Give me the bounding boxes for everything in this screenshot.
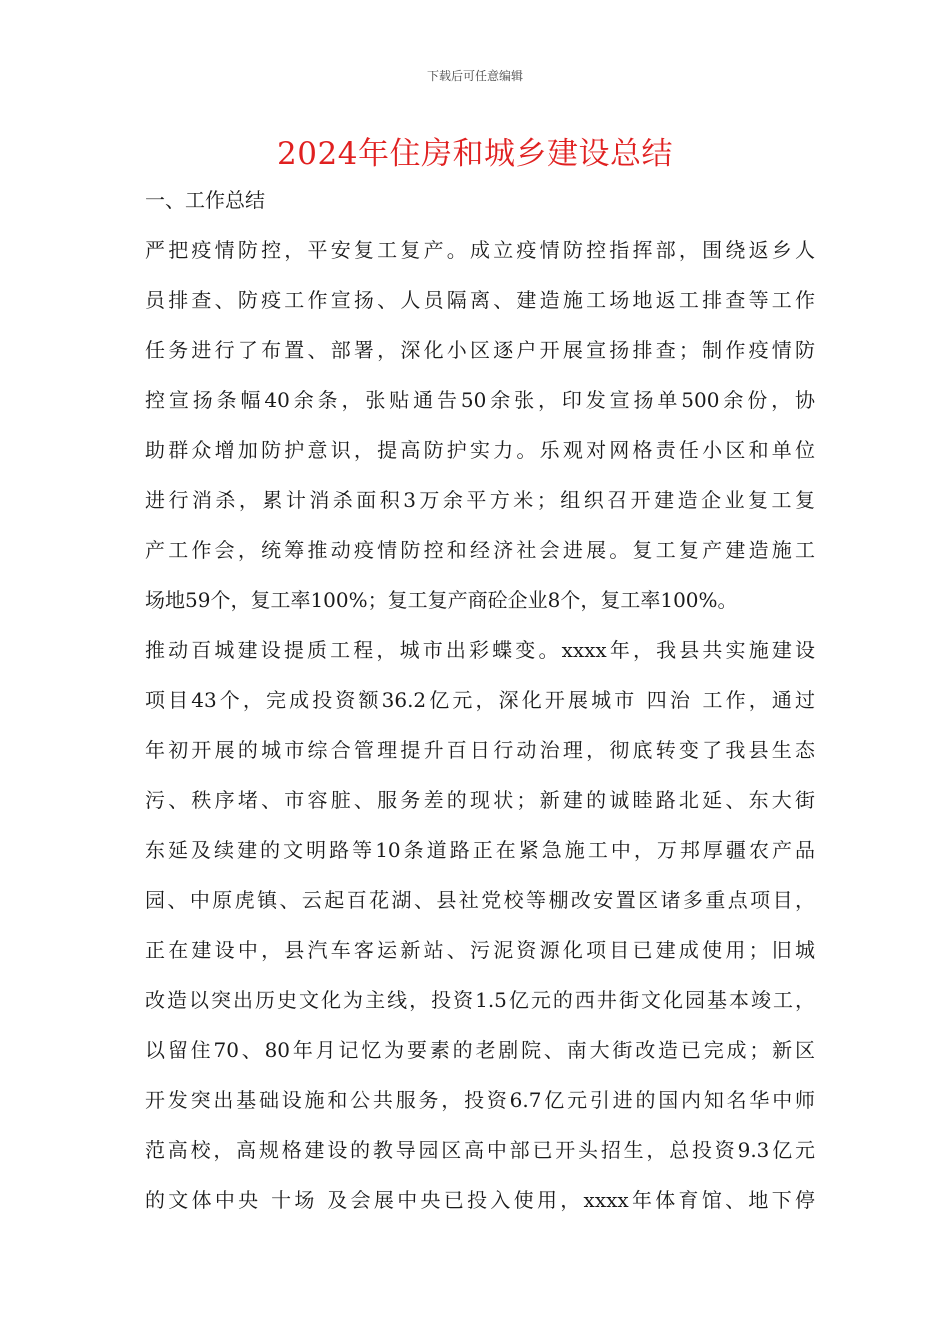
text-line: 员排查、防疫工作宣扬、人员隔离、建造施工场地返工排查等工作 — [145, 288, 815, 312]
text-line: 年初开展的城市综合管理提升百日行动治理，彻底转变了我县生态 — [145, 738, 815, 762]
text-line: 任务进行了布置、部署，深化小区逐户开展宣扬排查；制作疫情防 — [145, 338, 815, 362]
text-line: 污、秩序堵、市容脏、服务差的现状；新建的诚睦路北延、东大街 — [145, 788, 815, 812]
text-line: 园、中原虎镇、云起百花湖、县社党校等棚改安置区诸多重点项目， — [145, 888, 815, 912]
text-line: 严把疫情防控，平安复工复产。成立疫情防控指挥部，围绕返乡人 — [145, 238, 815, 262]
text-line: 以留住70、80年月记忆为要素的老剧院、南大街改造已完成；新区 — [145, 1038, 815, 1062]
document-title: 2024年住房和城乡建设总结 — [277, 136, 673, 172]
text-line: 推动百城建设提质工程，城市出彩蝶变。xxxx年，我县共实施建设 — [145, 638, 815, 662]
text-line: 范高校，高规格建设的教导园区高中部已开头招生，总投资9.3亿元 — [145, 1138, 815, 1162]
text-line: 正在建设中，县汽车客运新站、污泥资源化项目已建成使用；旧城 — [145, 938, 815, 962]
text-line: 进行消杀，累计消杀面积3万余平方米；组织召开建造企业复工复 — [145, 488, 815, 512]
section-heading: 一、工作总结 — [145, 188, 265, 212]
text-line: 开发突出基础设施和公共服务，投资6.7亿元引进的国内知名华中师 — [145, 1088, 815, 1112]
text-line: 场地59个，复工率100%；复工复产商砼企业8个，复工率100%。 — [145, 588, 738, 612]
text-line: 的文体中央 十场 及会展中央已投入使用，xxxx年体育馆、地下停 — [145, 1188, 815, 1212]
page-header-note: 下载后可任意编辑 — [426, 69, 523, 83]
text-line: 产工作会，统筹推动疫情防控和经济社会进展。复工复产建造施工 — [145, 538, 815, 562]
body-text — [145, 232, 815, 1232]
text-line: 项目43个，完成投资额36.2亿元，深化开展城市 四治 工作，通过 — [145, 688, 815, 712]
text-line: 东延及续建的文明路等10条道路正在紧急施工中，万邦厚疆农产品 — [145, 838, 815, 862]
text-line: 助群众增加防护意识，提高防护实力。乐观对网格责任小区和单位 — [145, 438, 815, 462]
text-line: 控宣扬条幅40余条，张贴通告50余张，印发宣扬单500余份，协 — [145, 388, 815, 412]
text-line: 改造以突出历史文化为主线，投资1.5亿元的西井街文化园基本竣工， — [145, 988, 815, 1012]
